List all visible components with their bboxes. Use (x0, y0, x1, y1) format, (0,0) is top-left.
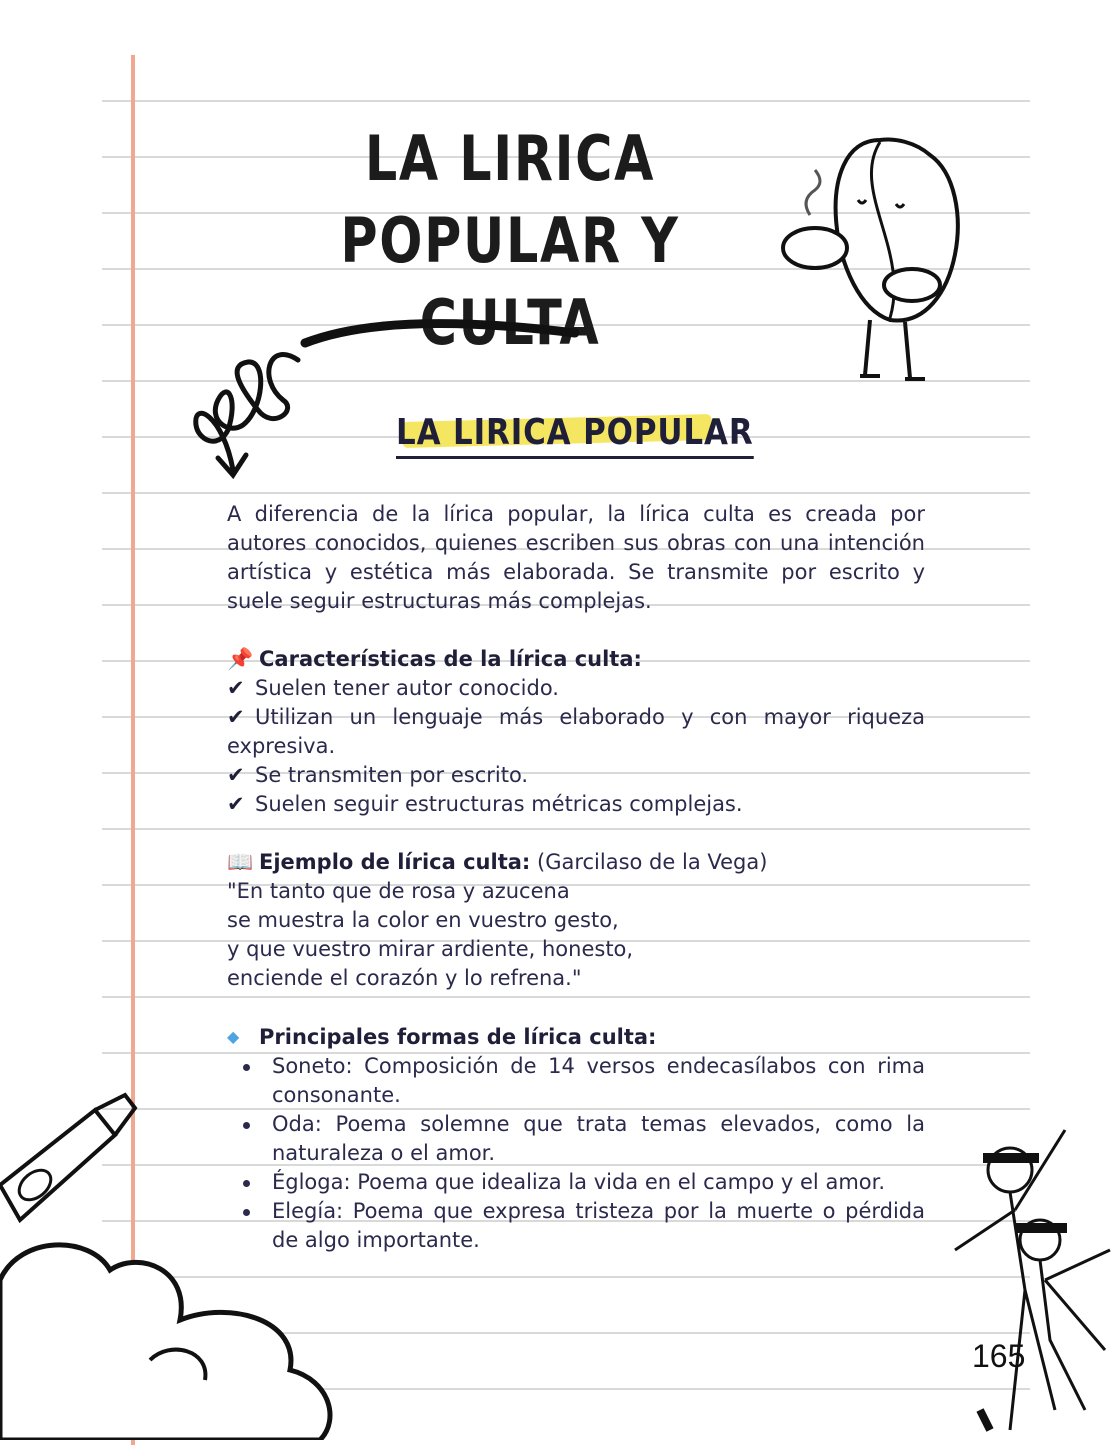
intro-paragraph: A diferencia de la lírica popular, la lírica culta es creada por autores conocidos, quienes escriben sus obras con una intención artística y estética más elaborada. Se transmite por escrito y suele seguir estructuras más complejas. (227, 502, 925, 613)
check-icon: ✔ (227, 705, 245, 729)
characteristic-item: ✔ Suelen seguir estructuras métricas complejas. (227, 790, 925, 819)
characteristic-item: ✔ Se transmiten por escrito. (227, 761, 925, 790)
book-icon: 📖 (227, 850, 254, 874)
check-icon: ✔ (227, 676, 245, 700)
marker-doodle-icon (0, 1090, 150, 1240)
verse-line: "En tanto que de rosa y azucena (227, 879, 570, 903)
diamond-icon: ◆ (227, 1027, 240, 1046)
verse-line: y que vuestro mirar ardiente, honesto, (227, 937, 634, 961)
subtitle-block (396, 410, 754, 460)
example-author: (Garcilaso de la Vega) (537, 850, 768, 874)
list-item: Égloga: Poema que idealiza la vida en el campo y el amor. (227, 1168, 925, 1197)
list-item: Soneto: Composición de 14 versos endecasílabos con rima consonante. (227, 1052, 925, 1110)
characteristic-item: ✔ Suelen tener autor conocido. (227, 674, 925, 703)
page-number: 165 (972, 1338, 1026, 1374)
example-heading: 📖 Ejemplo de lírica culta: (Garcilaso de la Vega) (227, 848, 925, 877)
verse-line: se muestra la color en vuestro gesto, (227, 908, 619, 932)
forms-heading: ◆ Principales formas de lírica culta: (227, 1022, 925, 1052)
page-title: LA LIRICA POPULAR Y CULTA (340, 122, 680, 359)
characteristics-heading: 📌 Características de la lírica culta: (227, 645, 925, 674)
dancing-figures-icon (935, 1110, 1113, 1440)
section-subtitle: LA LIRICA POPULAR (396, 410, 754, 459)
characteristic-item: ✔ Utilizan un lenguaje más elaborado y con mayor riqueza expresiva. (227, 705, 925, 758)
verse-line: enciende el corazón y lo refrena." (227, 966, 582, 990)
check-icon: ✔ (227, 763, 245, 787)
forms-list (227, 1052, 925, 1255)
cloud-doodle-icon (0, 1240, 340, 1440)
pin-icon: 📌 (227, 647, 254, 671)
main-content (227, 500, 925, 1255)
brush-stroke-icon (300, 305, 590, 355)
coffee-bean-character-icon (770, 130, 990, 390)
list-item: Oda: Poema solemne que trata temas elevados, como la naturaleza o el amor. (227, 1110, 925, 1168)
list-item: Elegía: Poema que expresa tristeza por la muerte o pérdida de algo importante. (227, 1197, 925, 1255)
spiral-arrow-icon (188, 340, 318, 490)
check-icon: ✔ (227, 792, 245, 816)
